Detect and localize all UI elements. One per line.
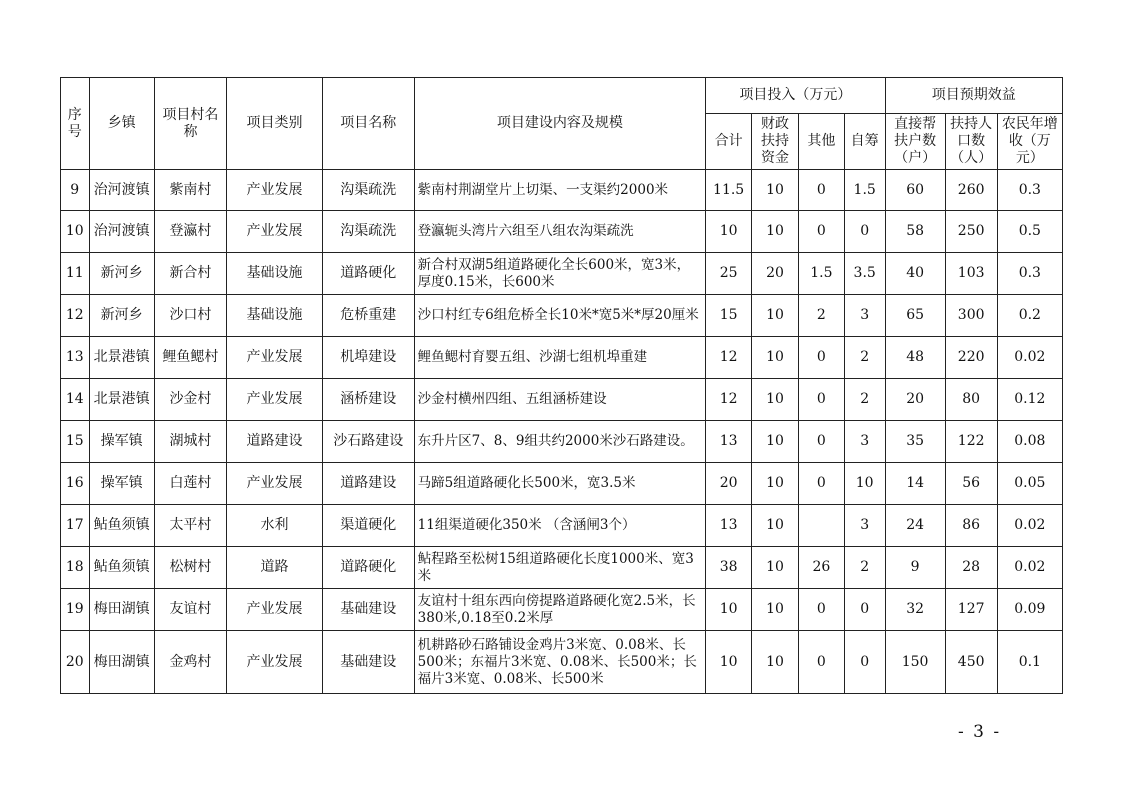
cell-income: 0.02 <box>997 547 1062 589</box>
cell-total: 10 <box>706 211 752 253</box>
cell-no: 19 <box>61 589 90 631</box>
cell-total: 10 <box>706 589 752 631</box>
cell-category: 产业发展 <box>227 170 323 211</box>
cell-fiscal: 10 <box>752 337 799 379</box>
cell-town: 新河乡 <box>89 295 154 337</box>
cell-no: 12 <box>61 295 90 337</box>
cell-population: 450 <box>945 631 997 694</box>
cell-content: 新合村双湖5组道路硬化全长600米，宽3米，厚度0.15米，长600米 <box>414 253 706 295</box>
cell-other: 0 <box>798 421 844 463</box>
cell-no: 14 <box>61 379 90 421</box>
cell-name: 机埠建设 <box>322 337 414 379</box>
header-income: 农民年增收（万元） <box>997 114 1062 170</box>
table-row <box>61 505 1063 547</box>
header-town: 乡镇 <box>89 78 154 170</box>
cell-category: 产业发展 <box>227 589 323 631</box>
cell-other: 0 <box>798 631 844 694</box>
cell-village: 太平村 <box>154 505 226 547</box>
table-row <box>61 337 1063 379</box>
cell-total: 13 <box>706 505 752 547</box>
table-row <box>61 379 1063 421</box>
cell-population: 260 <box>945 170 997 211</box>
cell-no: 10 <box>61 211 90 253</box>
table-row <box>61 631 1063 694</box>
cell-total: 15 <box>706 295 752 337</box>
cell-income: 0.05 <box>997 463 1062 505</box>
header-population: 扶持人口数（人） <box>945 114 997 170</box>
cell-households: 40 <box>885 253 945 295</box>
cell-population: 250 <box>945 211 997 253</box>
cell-village: 友谊村 <box>154 589 226 631</box>
cell-income: 0.1 <box>997 631 1062 694</box>
cell-population: 300 <box>945 295 997 337</box>
header-fiscal: 财政扶持资金 <box>752 114 799 170</box>
cell-town: 治河渡镇 <box>89 170 154 211</box>
cell-self: 2 <box>844 337 885 379</box>
header-name: 项目名称 <box>322 78 414 170</box>
cell-total: 20 <box>706 463 752 505</box>
cell-income: 0.3 <box>997 253 1062 295</box>
cell-content: 马蹄5组道路硬化长500米，宽3.5米 <box>414 463 706 505</box>
cell-village: 白莲村 <box>154 463 226 505</box>
cell-village: 沙金村 <box>154 379 226 421</box>
table-row <box>61 589 1063 631</box>
cell-village: 登瀛村 <box>154 211 226 253</box>
cell-category: 基础设施 <box>227 295 323 337</box>
cell-no: 20 <box>61 631 90 694</box>
cell-fiscal: 10 <box>752 505 799 547</box>
cell-town: 梅田湖镇 <box>89 589 154 631</box>
cell-name: 沟渠疏洗 <box>322 170 414 211</box>
cell-content: 登瀛轭头湾片六组至八组农沟渠疏洗 <box>414 211 706 253</box>
cell-category: 产业发展 <box>227 337 323 379</box>
cell-households: 20 <box>885 379 945 421</box>
cell-other: 2 <box>798 295 844 337</box>
cell-self: 2 <box>844 547 885 589</box>
cell-village: 松树村 <box>154 547 226 589</box>
table-row <box>61 253 1063 295</box>
header-content: 项目建设内容及规模 <box>414 78 706 170</box>
cell-population: 127 <box>945 589 997 631</box>
cell-name: 基础建设 <box>322 589 414 631</box>
cell-self: 0 <box>844 631 885 694</box>
cell-no: 9 <box>61 170 90 211</box>
cell-fiscal: 10 <box>752 589 799 631</box>
cell-name: 道路硬化 <box>322 253 414 295</box>
cell-no: 17 <box>61 505 90 547</box>
cell-self: 0 <box>844 589 885 631</box>
cell-self: 2 <box>844 379 885 421</box>
cell-no: 16 <box>61 463 90 505</box>
cell-other: 0 <box>798 337 844 379</box>
cell-fiscal: 10 <box>752 547 799 589</box>
cell-town: 鲇鱼须镇 <box>89 547 154 589</box>
cell-name: 沙石路建设 <box>322 421 414 463</box>
cell-village: 新合村 <box>154 253 226 295</box>
cell-households: 48 <box>885 337 945 379</box>
cell-category: 产业发展 <box>227 631 323 694</box>
cell-category: 道路建设 <box>227 421 323 463</box>
cell-population: 220 <box>945 337 997 379</box>
cell-income: 0.3 <box>997 170 1062 211</box>
header-investment: 项目投入（万元） <box>706 78 885 114</box>
table-row <box>61 547 1063 589</box>
cell-content: 机耕路砂石路铺设金鸡片3米宽、0.08米、长500米；东福片3米宽、0.08米、长500米；长福片3米宽、0.08米、长500米 <box>414 631 706 694</box>
cell-category: 产业发展 <box>227 211 323 253</box>
cell-self: 0 <box>844 211 885 253</box>
header-benefit: 项目预期效益 <box>885 78 1062 114</box>
cell-households: 32 <box>885 589 945 631</box>
cell-village: 紫南村 <box>154 170 226 211</box>
cell-income: 0.12 <box>997 379 1062 421</box>
cell-total: 11.5 <box>706 170 752 211</box>
cell-category: 水利 <box>227 505 323 547</box>
cell-town: 操军镇 <box>89 463 154 505</box>
cell-households: 9 <box>885 547 945 589</box>
cell-households: 58 <box>885 211 945 253</box>
cell-fiscal: 10 <box>752 211 799 253</box>
cell-total: 13 <box>706 421 752 463</box>
cell-other: 1.5 <box>798 253 844 295</box>
project-table <box>60 77 1063 694</box>
cell-total: 12 <box>706 337 752 379</box>
cell-total: 38 <box>706 547 752 589</box>
header-village: 项目村名称 <box>154 78 226 170</box>
cell-other: 0 <box>798 211 844 253</box>
cell-population: 28 <box>945 547 997 589</box>
cell-content: 紫南村荆湖堂片上切渠、一支渠约2000米 <box>414 170 706 211</box>
cell-population: 103 <box>945 253 997 295</box>
cell-no: 13 <box>61 337 90 379</box>
cell-households: 35 <box>885 421 945 463</box>
cell-town: 北景港镇 <box>89 379 154 421</box>
header-other: 其他 <box>798 114 844 170</box>
cell-content: 东升片区7、8、9组共约2000米沙石路建设。 <box>414 421 706 463</box>
cell-name: 危桥重建 <box>322 295 414 337</box>
cell-other: 26 <box>798 547 844 589</box>
cell-content: 沙金村横州四组、五组涵桥建设 <box>414 379 706 421</box>
cell-fiscal: 10 <box>752 170 799 211</box>
cell-income: 0.2 <box>997 295 1062 337</box>
cell-households: 14 <box>885 463 945 505</box>
cell-fiscal: 10 <box>752 295 799 337</box>
cell-households: 60 <box>885 170 945 211</box>
cell-other: 0 <box>798 589 844 631</box>
cell-households: 24 <box>885 505 945 547</box>
cell-other: 0 <box>798 463 844 505</box>
cell-income: 0.08 <box>997 421 1062 463</box>
cell-no: 15 <box>61 421 90 463</box>
cell-name: 渠道硬化 <box>322 505 414 547</box>
header-households: 直接帮扶户数（户） <box>885 114 945 170</box>
header-total: 合计 <box>706 114 752 170</box>
cell-town: 鲇鱼须镇 <box>89 505 154 547</box>
table-row <box>61 421 1063 463</box>
cell-village: 湖城村 <box>154 421 226 463</box>
cell-fiscal: 10 <box>752 463 799 505</box>
cell-fiscal: 10 <box>752 379 799 421</box>
cell-self: 3 <box>844 421 885 463</box>
cell-other: 0 <box>798 379 844 421</box>
cell-category: 基础设施 <box>227 253 323 295</box>
cell-village: 金鸡村 <box>154 631 226 694</box>
cell-town: 北景港镇 <box>89 337 154 379</box>
cell-self: 10 <box>844 463 885 505</box>
cell-total: 10 <box>706 631 752 694</box>
cell-households: 65 <box>885 295 945 337</box>
cell-population: 80 <box>945 379 997 421</box>
cell-fiscal: 10 <box>752 421 799 463</box>
cell-content: 11组渠道硬化350米 （含涵闸3个） <box>414 505 706 547</box>
table-row <box>61 211 1063 253</box>
cell-total: 12 <box>706 379 752 421</box>
cell-content: 友谊村十组东西向傍提路道路硬化宽2.5米，长380米,0.18至0.2米厚 <box>414 589 706 631</box>
cell-name: 沟渠疏洗 <box>322 211 414 253</box>
cell-total: 25 <box>706 253 752 295</box>
cell-income: 0.09 <box>997 589 1062 631</box>
cell-population: 56 <box>945 463 997 505</box>
cell-other: 0 <box>798 170 844 211</box>
cell-village: 沙口村 <box>154 295 226 337</box>
cell-town: 治河渡镇 <box>89 211 154 253</box>
cell-self: 1.5 <box>844 170 885 211</box>
page-number: - 3 - <box>958 722 1002 742</box>
cell-self: 3 <box>844 505 885 547</box>
cell-town: 操军镇 <box>89 421 154 463</box>
cell-content: 沙口村红专6组危桥全长10米*宽5米*厚20厘米 <box>414 295 706 337</box>
cell-name: 基础建设 <box>322 631 414 694</box>
header-category: 项目类别 <box>227 78 323 170</box>
cell-fiscal: 10 <box>752 631 799 694</box>
cell-content: 鲇程路至松树15组道路硬化长度1000米、宽3米 <box>414 547 706 589</box>
cell-category: 产业发展 <box>227 379 323 421</box>
table-row <box>61 170 1063 211</box>
cell-income: 0.02 <box>997 505 1062 547</box>
table-row <box>61 295 1063 337</box>
cell-name: 道路建设 <box>322 463 414 505</box>
cell-town: 梅田湖镇 <box>89 631 154 694</box>
cell-income: 0.5 <box>997 211 1062 253</box>
cell-no: 11 <box>61 253 90 295</box>
cell-name: 涵桥建设 <box>322 379 414 421</box>
cell-fiscal: 20 <box>752 253 799 295</box>
header-seq: 序号 <box>61 78 90 170</box>
cell-town: 新河乡 <box>89 253 154 295</box>
cell-population: 86 <box>945 505 997 547</box>
cell-category: 产业发展 <box>227 463 323 505</box>
cell-self: 3 <box>844 295 885 337</box>
cell-name: 道路硬化 <box>322 547 414 589</box>
cell-content: 鲤鱼鳃村育婴五组、沙湖七组机埠重建 <box>414 337 706 379</box>
cell-other <box>798 505 844 547</box>
cell-village: 鲤鱼鳃村 <box>154 337 226 379</box>
cell-population: 122 <box>945 421 997 463</box>
cell-no: 18 <box>61 547 90 589</box>
cell-income: 0.02 <box>997 337 1062 379</box>
cell-self: 3.5 <box>844 253 885 295</box>
header-self: 自筹 <box>844 114 885 170</box>
cell-households: 150 <box>885 631 945 694</box>
table-row <box>61 463 1063 505</box>
cell-category: 道路 <box>227 547 323 589</box>
